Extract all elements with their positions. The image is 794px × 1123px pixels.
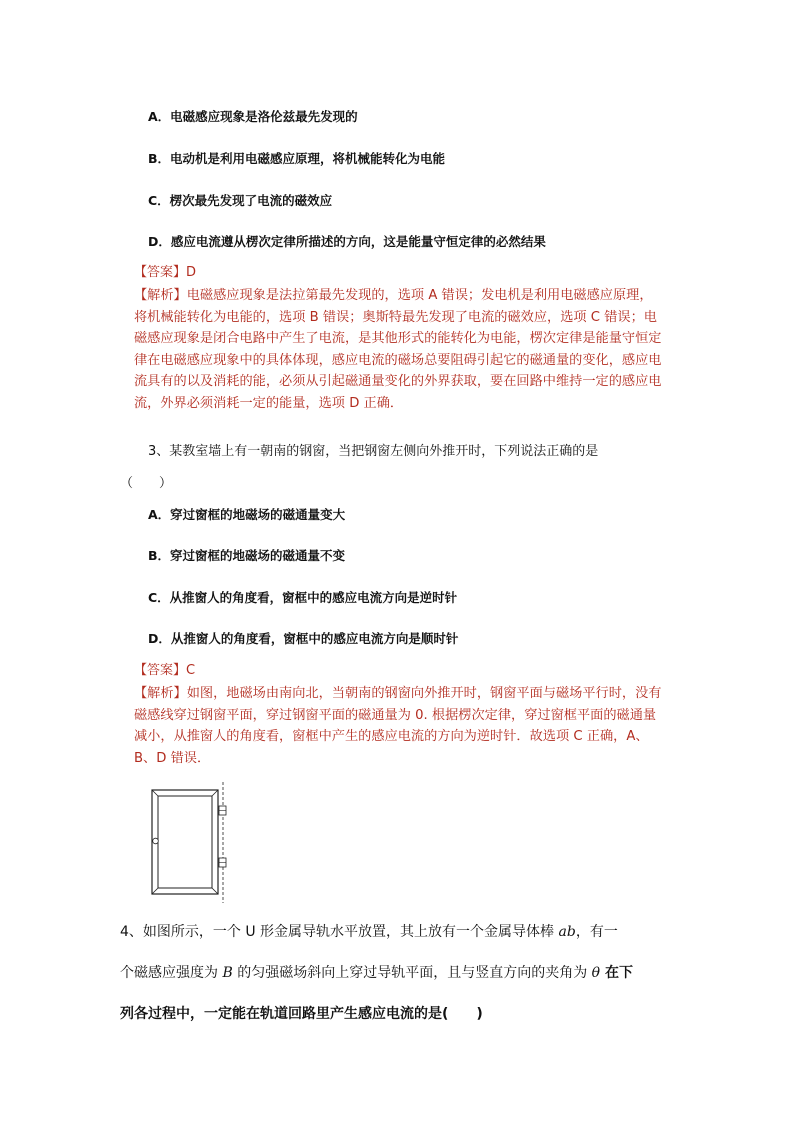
window-frame-outer [152, 790, 218, 894]
q3-option-c: C．从推窗人的角度看，窗框中的感应电流方向是逆时针 [148, 590, 458, 605]
q3-option-d: D．从推窗人的角度看，窗框中的感应电流方向是顺时针 [148, 631, 459, 646]
frame-corner-line [152, 790, 158, 796]
q4-variable-theta: θ [591, 965, 601, 981]
q3-stem-blank: （ ） [120, 476, 173, 491]
q4-text: 4、如图所示，一个 U 形金属导轨水平放置，其上放有一个金属导体棒 [120, 924, 559, 940]
q3-answer: 【答案】C [134, 663, 196, 678]
q4-stem-line1 [120, 922, 618, 942]
q3-option-a: A．穿过窗框的地磁场的磁通量变大 [148, 507, 346, 522]
q4-text: 个磁感应强度为 [120, 965, 223, 981]
window-handle-icon [153, 838, 159, 844]
frame-corner-line [212, 888, 218, 894]
q4-variable-b: B [222, 965, 233, 981]
q3-option-b: B．穿过窗框的地磁场的磁通量不变 [148, 548, 346, 563]
hinge-bottom-icon [219, 858, 226, 867]
q2-option-b: B．电动机是利用电磁感应原理，将机械能转化为电能 [148, 151, 446, 166]
q4-stem-line3: 列各过程中，一定能在轨道回路里产生感应电流的是( ) [120, 1006, 483, 1022]
q2-option-c: C．楞次最先发现了电流的磁效应 [148, 193, 333, 208]
q4-stem-line2 [120, 963, 633, 983]
window-frame-inner [158, 796, 212, 888]
window-frame-figure [148, 780, 238, 905]
q4-text: 在下 [600, 965, 633, 981]
frame-corner-line [212, 790, 218, 796]
q4-text: ，有一 [575, 924, 618, 940]
q2-explanation: 【解析】电磁感应现象是法拉第最先发现的，选项 A 错误；发电机是利用电磁感应原理，将机械能转化为电能的，选项 B 错误；奥斯特最先发现了电流的磁效应，选项 C 错误；电磁感应现象是闭合电路中产生了电流，是其他形式的能转化为电能，楞次定律是能量守恒定律在电磁感应现象中的具体体现，感应电流的磁场总要阻碍引起它的磁通量的变化，感应电流具有的以及消耗的能，必须从引起磁通量变化的外界获取，要在回路中维持一定的感应电流，外界必须消耗一定的能量，选项 D 正确． [134, 288, 662, 411]
q2-option-d: D．感应电流遵从楞次定律所描述的方向，这是能量守恒定律的必然结果 [148, 234, 546, 249]
q4-variable-ab: ab [558, 924, 576, 940]
q2-answer: 【答案】D [134, 265, 197, 280]
frame-corner-line [152, 888, 158, 894]
q4-text: 的匀强磁场斜向上穿过导轨平面，且与竖直方向的夹角为 [232, 965, 592, 981]
q3-stem: 3、某教室墙上有一朝南的钢窗，当把钢窗左侧向外推开时，下列说法正确的是 [148, 444, 599, 459]
q2-option-a: A．电磁感应现象是洛伦兹最先发现的 [148, 109, 358, 124]
hinge-top-icon [219, 806, 226, 815]
q3-explanation: 【解析】如图，地磁场由南向北，当朝南的钢窗向外推开时，钢窗平面与磁场平行时，没有磁感线穿过钢窗平面，穿过钢窗平面的磁通量为 0. 根据楞次定律，穿过窗框平面的磁通量减小，从推窗人的角度看，窗框中产生的感应电流的方向为逆时针．故选项 C 正确，A、B、D 错误． [134, 686, 662, 766]
